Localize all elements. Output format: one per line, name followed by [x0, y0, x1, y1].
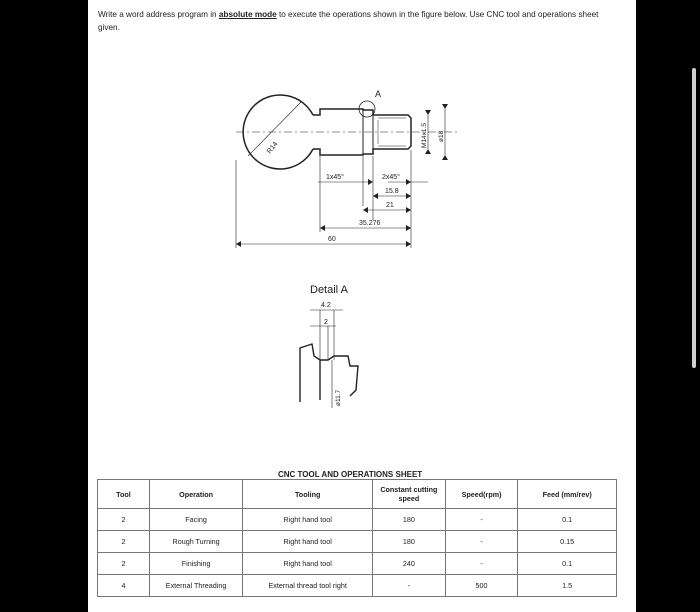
cell-speed-rpm: - — [445, 531, 518, 553]
diameter-label: ø18 — [438, 130, 445, 142]
cell-operation: Finishing — [149, 553, 242, 575]
cell-feed: 0.1 — [518, 553, 617, 575]
scrollbar-thumb[interactable] — [692, 68, 696, 368]
dim-15-8-label: 15.8 — [385, 188, 399, 195]
question-text — [98, 8, 618, 34]
radius-label: R14 — [266, 140, 280, 156]
dim-35-276-label: 35.276 — [359, 220, 381, 227]
detail-diameter-label: ø11.7 — [335, 389, 342, 406]
col-tooling: Tooling — [243, 480, 373, 509]
table-header-row — [98, 480, 617, 509]
table-row — [98, 553, 617, 575]
cell-tool: 2 — [98, 509, 150, 531]
table-row — [98, 509, 617, 531]
section-marker-label: A — [375, 89, 382, 99]
detail-2-label: 2 — [324, 319, 328, 326]
dimension-lines — [236, 150, 428, 248]
cell-speed-rpm: - — [445, 509, 518, 531]
detail-extension-lines — [320, 310, 334, 360]
scrollbar-track[interactable] — [636, 0, 700, 612]
cell-operation: Facing — [149, 509, 242, 531]
question-text-start: Write a word address program in — [98, 10, 219, 19]
cell-feed: 1.5 — [518, 575, 617, 597]
cell-tool: 2 — [98, 531, 150, 553]
dim-60-label: 60 — [328, 236, 336, 243]
cell-operation: External Threading — [149, 575, 242, 597]
cell-feed: 0.1 — [518, 509, 617, 531]
document-page — [88, 0, 636, 612]
cell-operation: Rough Turning — [149, 531, 242, 553]
cell-tooling: External thread tool right — [243, 575, 373, 597]
detail-title: Detail A — [310, 284, 348, 296]
detail-4-2-label: 4.2 — [321, 302, 331, 309]
col-cutting-speed: Constant cutting speed — [373, 480, 446, 509]
chamfer-left-label: 1x45° — [326, 174, 344, 181]
cell-cutting-speed: 180 — [373, 509, 446, 531]
cell-cutting-speed: 240 — [373, 553, 446, 575]
cell-cutting-speed: 180 — [373, 531, 446, 553]
cell-speed-rpm: 500 — [445, 575, 518, 597]
cell-tool: 4 — [98, 575, 150, 597]
col-tool: Tool — [98, 480, 150, 509]
sheet-title: CNC TOOL AND OPERATIONS SHEET — [278, 470, 423, 479]
operations-table — [97, 479, 617, 597]
table-row — [98, 575, 617, 597]
cell-tooling: Right hand tool — [243, 553, 373, 575]
table-row — [98, 531, 617, 553]
cell-tooling: Right hand tool — [243, 509, 373, 531]
detail-a-profile — [300, 344, 358, 402]
chamfer-right-label: 2x45° — [382, 174, 400, 181]
question-text-end: to execute the operations shown in the figure below. Use CNC tool and operations sheet given. — [98, 10, 599, 32]
cell-cutting-speed: - — [373, 575, 446, 597]
cell-tooling: Right hand tool — [243, 531, 373, 553]
question-emphasis: absolute mode — [218, 10, 277, 19]
col-feed: Feed (mm/rev) — [518, 480, 617, 509]
cell-tool: 2 — [98, 553, 150, 575]
thread-label: M14x1.5 — [421, 123, 428, 148]
col-operation: Operation — [149, 480, 242, 509]
col-speed-rpm: Speed(rpm) — [445, 480, 518, 509]
dim-21-label: 21 — [386, 202, 394, 209]
cell-feed: 0.15 — [518, 531, 617, 553]
technical-drawing — [88, 60, 636, 460]
cell-speed-rpm: - — [445, 553, 518, 575]
